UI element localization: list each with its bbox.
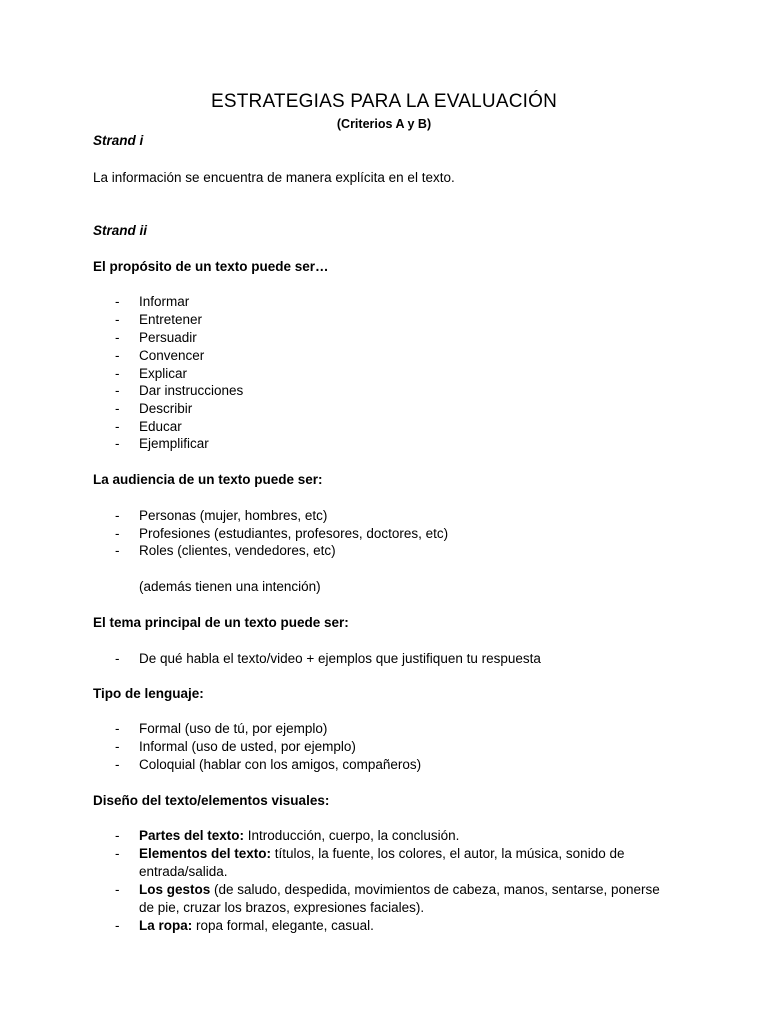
bullet-dash: - <box>115 651 120 666</box>
list-item: Ejemplificar <box>139 436 209 451</box>
list-item <box>139 917 374 935</box>
list-item: Personas (mujer, hombres, etc) <box>139 508 328 523</box>
list-item: Entretener <box>139 312 203 327</box>
design-heading: Diseño del texto/elementos visuales: <box>93 793 330 808</box>
bullet-dash: - <box>115 330 120 345</box>
bullet-dash: - <box>115 312 120 327</box>
list-item <box>139 845 624 863</box>
bullet-dash: - <box>115 757 120 772</box>
language-heading: Tipo de lenguaje: <box>93 686 204 701</box>
item-text: (de saludo, despedida, movimientos de cabeza, manos, sentarse, ponerse <box>210 882 660 897</box>
item-label: Elementos del texto: <box>139 846 272 861</box>
bullet-dash: - <box>115 543 120 558</box>
audience-note: (además tienen una intención) <box>139 579 321 594</box>
list-item: Describir <box>139 401 193 416</box>
bullet-dash: - <box>115 739 120 754</box>
topic-heading: El tema principal de un texto puede ser: <box>93 615 349 630</box>
item-label: Partes del texto: <box>139 828 245 843</box>
list-item-continuation: entrada/salida. <box>139 864 228 879</box>
document-title: ESTRATEGIAS PARA LA EVALUACIÓN <box>211 91 557 112</box>
list-item: Dar instrucciones <box>139 383 244 398</box>
item-label: Los gestos <box>139 882 211 897</box>
bullet-dash: - <box>115 882 120 897</box>
list-item: Roles (clientes, vendedores, etc) <box>139 543 336 558</box>
bullet-dash: - <box>115 436 120 451</box>
strand-i-heading: Strand i <box>93 133 144 148</box>
audience-heading: La audiencia de un texto puede ser: <box>93 472 323 487</box>
document-subtitle: (Criterios A y B) <box>336 117 432 131</box>
bullet-dash: - <box>115 721 120 736</box>
list-item <box>139 881 660 899</box>
item-text: títulos, la fuente, los colores, el autor, la música, sonido de <box>271 846 625 861</box>
list-item: Educar <box>139 419 182 434</box>
list-item: Explicar <box>139 366 188 381</box>
bullet-dash: - <box>115 294 120 309</box>
bullet-dash: - <box>115 846 120 861</box>
list-item <box>139 827 459 845</box>
strand-ii-heading: Strand ii <box>93 223 148 238</box>
bullet-dash: - <box>115 401 120 416</box>
list-item: De qué habla el texto/video + ejemplos que justifiquen tu respuesta <box>139 651 541 666</box>
bullet-dash: - <box>115 918 120 933</box>
bullet-dash: - <box>115 419 120 434</box>
list-item: Profesiones (estudiantes, profesores, doctores, etc) <box>139 526 449 541</box>
list-item: Formal (uso de tú, por ejemplo) <box>139 721 328 736</box>
item-text: ropa formal, elegante, casual. <box>192 918 374 933</box>
list-item-continuation: de pie, cruzar los brazos, expresiones faciales). <box>139 900 425 915</box>
bullet-dash: - <box>115 366 120 381</box>
bullet-dash: - <box>115 526 120 541</box>
purpose-heading: El propósito de un texto puede ser… <box>93 259 329 274</box>
list-item: Convencer <box>139 348 205 363</box>
list-item: Informar <box>139 294 190 309</box>
item-label: La ropa: <box>139 918 193 933</box>
bullet-dash: - <box>115 383 120 398</box>
bullet-dash: - <box>115 828 120 843</box>
strand-i-text: La información se encuentra de manera explícita en el texto. <box>93 170 455 185</box>
item-text: Introducción, cuerpo, la conclusión. <box>244 828 460 843</box>
list-item: Informal (uso de usted, por ejemplo) <box>139 739 356 754</box>
bullet-dash: - <box>115 508 120 523</box>
bullet-dash: - <box>115 348 120 363</box>
list-item: Persuadir <box>139 330 197 345</box>
list-item: Coloquial (hablar con los amigos, compañeros) <box>139 757 422 772</box>
